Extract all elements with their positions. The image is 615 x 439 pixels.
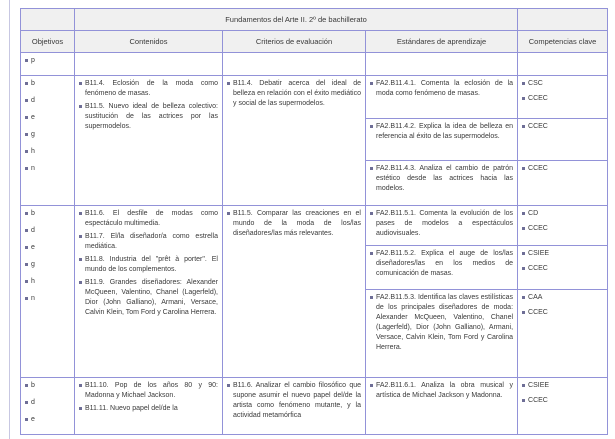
competencia-list [522, 164, 603, 174]
competencia-item [522, 264, 603, 274]
title-row-empty-right [518, 9, 608, 31]
estandar-text: FA2.B11.5.2. Explica el auge de los/las diseñadores/las en los medios de comunicación de masas. [376, 250, 514, 277]
bullet-icon [25, 246, 28, 249]
objetivo-item [25, 260, 70, 270]
bullet-icon [370, 82, 373, 85]
contenido-list [79, 381, 218, 414]
title-row-empty-left [21, 9, 75, 31]
criterio-text: B11.6. Analizar el cambio filosófico que supone asumir el nuevo papel del/de la artista como fenómeno mutante, y la actividad metamórfica [233, 382, 361, 419]
bullet-icon [522, 125, 525, 128]
competencia-text: CCEC [528, 265, 548, 272]
contenido-text: B11.10. Pop de los años 80 y 90: Madonna y Michael Jackson. [85, 382, 218, 399]
contenido-item [79, 102, 218, 132]
criterio-text: B11.4. Debatir acerca del ideal de belleza en relación con el éxito mediático y social de las supermodelos. [233, 80, 361, 107]
table-body [21, 53, 608, 435]
competencia-item [522, 396, 603, 406]
estandar-list [370, 209, 513, 239]
bullet-icon [370, 296, 373, 299]
bullet-icon [370, 252, 373, 255]
bullet-icon [370, 384, 373, 387]
objetivo-list [25, 209, 70, 304]
contenido-item [79, 255, 218, 275]
estandar-cell [366, 119, 518, 161]
objetivo-text: g [31, 261, 35, 268]
estandar-item [370, 381, 513, 401]
curriculum-table [20, 8, 608, 435]
bullet-icon [227, 212, 230, 215]
competencia-text: CD [528, 210, 539, 217]
contenido-text: B11.5. Nuevo ideal de belleza colectivo: sustitución de las actrices por las supermodelos. [85, 103, 218, 130]
col-header-competencias: Competencias clave [518, 31, 608, 53]
objetivos-cell [21, 76, 75, 206]
bullet-icon [522, 399, 525, 402]
estandar-text: FA2.B11.5.1. Comenta la evolución de los pases de modelos a espectáculos audiovisuales. [376, 210, 514, 237]
col-header-estandares: Estándares de aprendizaje [366, 31, 518, 53]
contenido-item [79, 381, 218, 401]
estandar-list [370, 381, 513, 401]
contenido-text: B11.7. El/la diseñador/a como estrella mediática. [85, 233, 218, 250]
objetivo-text: b [31, 210, 35, 217]
estandar-list [370, 164, 513, 194]
objetivo-list [25, 79, 70, 174]
contenido-item [79, 278, 218, 318]
contenido-text: B11.11. Nuevo papel del/de la [85, 405, 178, 412]
objetivo-text: p [31, 57, 35, 64]
bullet-icon [522, 212, 525, 215]
bullet-icon [79, 235, 82, 238]
bullet-icon [25, 212, 28, 215]
contenidos-cell [75, 76, 223, 206]
objetivo-item [25, 243, 70, 253]
bullet-icon [522, 311, 525, 314]
competencia-item [522, 164, 603, 174]
bullet-icon [79, 258, 82, 261]
objetivo-item [25, 226, 70, 236]
bullet-icon [25, 150, 28, 153]
page-edge-line [9, 0, 10, 439]
objetivo-item [25, 96, 70, 106]
objetivo-text: b [31, 80, 35, 87]
criterio-item [227, 209, 361, 239]
objetivo-list [25, 381, 70, 425]
competencia-text: CSIEE [528, 382, 550, 389]
competencia-list [522, 122, 603, 132]
criterio-item [227, 79, 361, 109]
objetivo-item [25, 277, 70, 287]
bullet-icon [79, 82, 82, 85]
contenido-item [79, 232, 218, 252]
bullet-icon [25, 401, 28, 404]
bullet-icon [522, 267, 525, 270]
objetivos-cell [21, 53, 75, 76]
objetivo-item [25, 294, 70, 304]
bullet-icon [79, 407, 82, 410]
bullet-icon [79, 384, 82, 387]
bullet-icon [25, 229, 28, 232]
criterios-cell [223, 378, 366, 435]
bullet-icon [227, 384, 230, 387]
competencias-cell [518, 76, 608, 119]
estandar-list [370, 79, 513, 99]
competencia-item [522, 122, 603, 132]
objetivo-item [25, 398, 70, 408]
estandar-text: FA2.B11.5.3. Identifica las claves estilísticas de los principales diseñadores de moda: Alexander McQueen, Valentino, Chanel (Lagerfeld), Dior (John Galliano), Armani, Versace, Calvin Klein, Tom Ford y Carolina Herrera. [376, 294, 514, 351]
competencia-item [522, 308, 603, 318]
objetivo-text: d [31, 97, 35, 104]
contenido-item [79, 404, 218, 414]
bullet-icon [227, 82, 230, 85]
competencia-text: CCEC [528, 123, 548, 130]
estandar-list [370, 249, 513, 279]
contenido-text: B11.6. El desfile de modas como espectáculo multimedia. [85, 210, 218, 227]
objetivo-item [25, 147, 70, 157]
bullet-icon [25, 167, 28, 170]
competencia-item [522, 224, 603, 234]
bullet-icon [25, 263, 28, 266]
bullet-icon [25, 99, 28, 102]
contenido-text: B11.8. Industria del "prêt à porter". El mundo de los complementos. [85, 256, 218, 273]
competencia-list [522, 293, 603, 318]
competencias-cell [518, 378, 608, 435]
competencia-item [522, 293, 603, 303]
objetivo-text: h [31, 278, 35, 285]
estandar-text: FA2.B11.4.1. Comenta la eclosión de la moda como fenómeno de masas. [376, 80, 514, 97]
criterio-list [227, 79, 361, 109]
bullet-icon [25, 133, 28, 136]
competencia-text: CAA [528, 294, 543, 301]
estandar-text: FA2.B11.4.3. Analiza el cambio de patrón estético desde las actrices hacia las modelos. [376, 165, 514, 192]
competencia-list [522, 209, 603, 234]
objetivo-text: n [31, 165, 35, 172]
competencia-text: CCEC [528, 397, 548, 404]
competencias-cell [518, 246, 608, 290]
bullet-icon [79, 212, 82, 215]
contenidos-cell [75, 53, 223, 76]
col-header-objetivos: Objetivos [21, 31, 75, 53]
bullet-icon [522, 167, 525, 170]
table-title: Fundamentos del Arte II. 2º de bachillerato [75, 9, 518, 31]
bullet-icon [522, 82, 525, 85]
competencia-list [522, 249, 603, 274]
objetivos-cell [21, 378, 75, 435]
estandar-cell [366, 76, 518, 119]
objetivo-text: e [31, 244, 35, 251]
estandar-list [370, 122, 513, 142]
col-header-criterios: Criterios de evaluación [223, 31, 366, 53]
competencia-text: CCEC [528, 165, 548, 172]
competencias-cell [518, 206, 608, 246]
table-row [21, 53, 608, 76]
bullet-icon [25, 297, 28, 300]
table-title-row [21, 9, 608, 31]
objetivo-text: d [31, 227, 35, 234]
col-header-contenidos: Contenidos [75, 31, 223, 53]
estandar-cell [366, 246, 518, 290]
estandar-cell [366, 378, 518, 435]
bullet-icon [522, 384, 525, 387]
bullet-icon [25, 59, 28, 62]
competencia-text: CSIEE [528, 250, 550, 257]
bullet-icon [25, 280, 28, 283]
estandar-item [370, 209, 513, 239]
bullet-icon [522, 227, 525, 230]
contenido-item [79, 209, 218, 229]
estandar-cell [366, 161, 518, 206]
competencia-item [522, 94, 603, 104]
objetivos-cell [21, 206, 75, 378]
competencia-list [522, 79, 603, 104]
estandar-cell [366, 290, 518, 378]
table-row [21, 378, 608, 435]
contenidos-cell [75, 206, 223, 378]
criterios-cell [223, 206, 366, 378]
contenidos-cell [75, 378, 223, 435]
bullet-icon [79, 105, 82, 108]
criterio-item [227, 381, 361, 421]
competencias-cell [518, 53, 608, 76]
table-row [21, 206, 608, 246]
bullet-icon [79, 281, 82, 284]
competencia-text: CCEC [528, 225, 548, 232]
column-header-row [21, 31, 608, 53]
bullet-icon [25, 116, 28, 119]
criterio-list [227, 381, 361, 421]
criterios-cell [223, 53, 366, 76]
bullet-icon [25, 384, 28, 387]
criterio-list [227, 209, 361, 239]
competencia-text: CCEC [528, 309, 548, 316]
estandar-item [370, 122, 513, 142]
estandar-text: FA2.B11.4.2. Explica la idea de belleza en referencia al éxito de las supermodelos. [376, 123, 514, 140]
objetivo-item [25, 415, 70, 425]
competencia-item [522, 209, 603, 219]
objetivo-text: d [31, 399, 35, 406]
objetivo-item [25, 381, 70, 391]
bullet-icon [370, 125, 373, 128]
bullet-icon [522, 97, 525, 100]
estandar-item [370, 293, 513, 353]
estandar-list [370, 293, 513, 353]
table-row [21, 76, 608, 119]
objetivo-text: e [31, 416, 35, 423]
competencias-cell [518, 290, 608, 378]
contenido-text: B11.9. Grandes diseñadores: Alexander McQueen, Valentino, Chanel (Lagerfeld), Dior (John Galliano), Armani, Versace, Calvin Klein, Tom Ford y Carolina Herrera. [85, 279, 218, 316]
competencia-text: CCEC [528, 95, 548, 102]
competencias-cell [518, 119, 608, 161]
estandar-item [370, 249, 513, 279]
objetivo-text: e [31, 114, 35, 121]
competencia-item [522, 79, 603, 89]
objetivo-text: g [31, 131, 35, 138]
objetivo-item [25, 209, 70, 219]
competencia-list [522, 381, 603, 406]
competencia-text: CSC [528, 80, 543, 87]
estandar-cell [366, 206, 518, 246]
competencia-item [522, 381, 603, 391]
estandar-item [370, 164, 513, 194]
bullet-icon [25, 82, 28, 85]
criterios-cell [223, 76, 366, 206]
estandar-cell [366, 53, 518, 76]
objetivo-text: b [31, 382, 35, 389]
estandar-item [370, 79, 513, 99]
objetivo-item [25, 130, 70, 140]
objetivo-text: h [31, 148, 35, 155]
bullet-icon [522, 296, 525, 299]
competencia-item [522, 249, 603, 259]
objetivo-text: n [31, 295, 35, 302]
objetivo-item [25, 56, 70, 66]
estandar-text: FA2.B11.6.1. Analiza la obra musical y artística de Michael Jackson y Madonna. [376, 382, 514, 399]
objetivo-list [25, 56, 70, 66]
bullet-icon [370, 167, 373, 170]
competencias-cell [518, 161, 608, 206]
objetivo-item [25, 79, 70, 89]
objetivo-item [25, 113, 70, 123]
objetivo-item [25, 164, 70, 174]
bullet-icon [522, 252, 525, 255]
bullet-icon [25, 418, 28, 421]
contenido-list [79, 79, 218, 132]
contenido-list [79, 209, 218, 318]
bullet-icon [370, 212, 373, 215]
criterio-text: B11.5. Comparar las creaciones en el mundo de la moda de los/las diseñadores/las más relevantes. [233, 210, 361, 237]
contenido-text: B11.4. Eclosión de la moda como fenómeno de masas. [85, 80, 218, 97]
contenido-item [79, 79, 218, 99]
